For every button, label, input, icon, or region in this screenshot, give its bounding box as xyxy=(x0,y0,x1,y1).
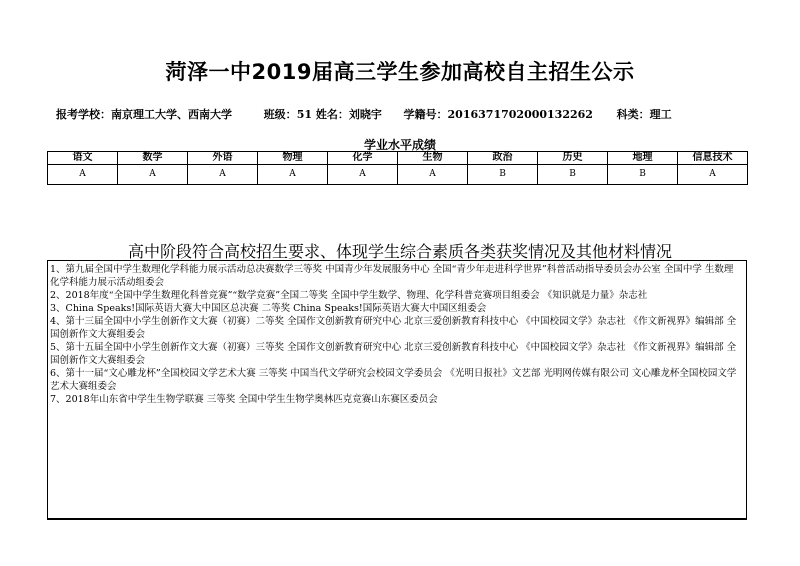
name-value: 刘晓宇 xyxy=(348,108,382,121)
id-value: 2016371702000132262 xyxy=(447,108,593,121)
award-item: 2、2018年度“全国中学生数理化科普竞赛”“数学竞赛”全国二等奖 全国中学生数学、物理、化学科普竞赛项目组委会 《知识就是力量》杂志社 xyxy=(50,290,648,301)
subject-header: 生物 xyxy=(398,152,468,165)
grade-cell: A xyxy=(258,165,328,185)
schools-value: 南京理工大学、西南大学 xyxy=(111,108,232,121)
grade-cell: B xyxy=(468,165,538,185)
name-label: 姓名： xyxy=(315,108,349,121)
page-title: 菏泽一中2019届高三学生参加高校自主招生公示 xyxy=(165,60,635,84)
schools-label: 报考学校： xyxy=(56,108,111,121)
subject-header: 物理 xyxy=(258,152,328,165)
grade-cell: B xyxy=(538,165,608,185)
grade-cell: B xyxy=(608,165,678,185)
subject-header: 地理 xyxy=(608,152,678,165)
id-label: 学籍号： xyxy=(403,108,448,121)
subject-value: 理工 xyxy=(649,108,672,121)
grade-cell: A xyxy=(48,165,118,185)
subject-header: 外语 xyxy=(188,152,258,165)
class-label: 班级： xyxy=(263,108,297,121)
subject-header: 化学 xyxy=(328,152,398,165)
grades-section-title: 学业水平成绩 xyxy=(363,138,436,152)
grade-cell: A xyxy=(398,165,468,185)
subject-label: 科类： xyxy=(616,108,650,121)
grade-cell: A xyxy=(678,165,748,185)
awards-box xyxy=(47,260,747,520)
class-value: 51 xyxy=(296,108,312,121)
award-item: 1、第九届全国中学生数理化学科能力展示活动总决赛数学三等奖 中国青少年发展服务中心 全国“青少年走进科学世界”科普活动指导委员会办公室 全国中学 生数理化学科能力展示活动组委会 xyxy=(50,264,734,288)
subject-header: 数学 xyxy=(118,152,188,165)
subject-header: 语文 xyxy=(48,152,118,165)
grade-cell: A xyxy=(118,165,188,185)
grades-header-row xyxy=(48,152,748,165)
student-info-line xyxy=(56,106,672,122)
award-item: 3、China Speaks!国际英语大赛大中国区总决赛 二等奖 China Speaks!国际英语大赛大中国区组委会 xyxy=(50,303,487,314)
award-item: 5、第十五届全国中小学生创新作文大赛（初赛）三等奖 全国作文创新教育研究中心 北京三爱创新教育科技中心 《中国校园文学》杂志社 《作文新视界》编辑部 全国创新作文大赛组委会 xyxy=(50,342,737,366)
grade-cell: A xyxy=(328,165,398,185)
award-item: 4、第十三届全国中小学生创新作文大赛（初赛）二等奖 全国作文创新教育研究中心 北京三爱创新教育科技中心 《中国校园文学》杂志社 《作文新视界》编辑部 全国创新作文大赛组委会 xyxy=(50,316,737,340)
award-item: 6、第十一届“文心雕龙杯”全国校园文学艺术大赛 三等奖 中国当代文学研究会校园文学委员会 《光明日报社》文艺部 光明网传媒有限公司 文心雕龙杯全国校园文学艺术大赛组委会 xyxy=(50,368,737,392)
grades-table xyxy=(47,151,748,185)
awards-section-title: 高中阶段符合高校招生要求、体现学生综合素质各类获奖情况及其他材料情况 xyxy=(127,242,672,261)
grade-cell: A xyxy=(188,165,258,185)
award-item: 7、2018年山东省中学生生物学联赛 三等奖 全国中学生生物学奥林匹克竞赛山东赛区委员会 xyxy=(50,394,438,405)
subject-header: 历史 xyxy=(538,152,608,165)
subject-header: 信息技术 xyxy=(678,152,748,165)
subject-header: 政治 xyxy=(468,152,538,165)
grades-value-row xyxy=(48,165,748,185)
